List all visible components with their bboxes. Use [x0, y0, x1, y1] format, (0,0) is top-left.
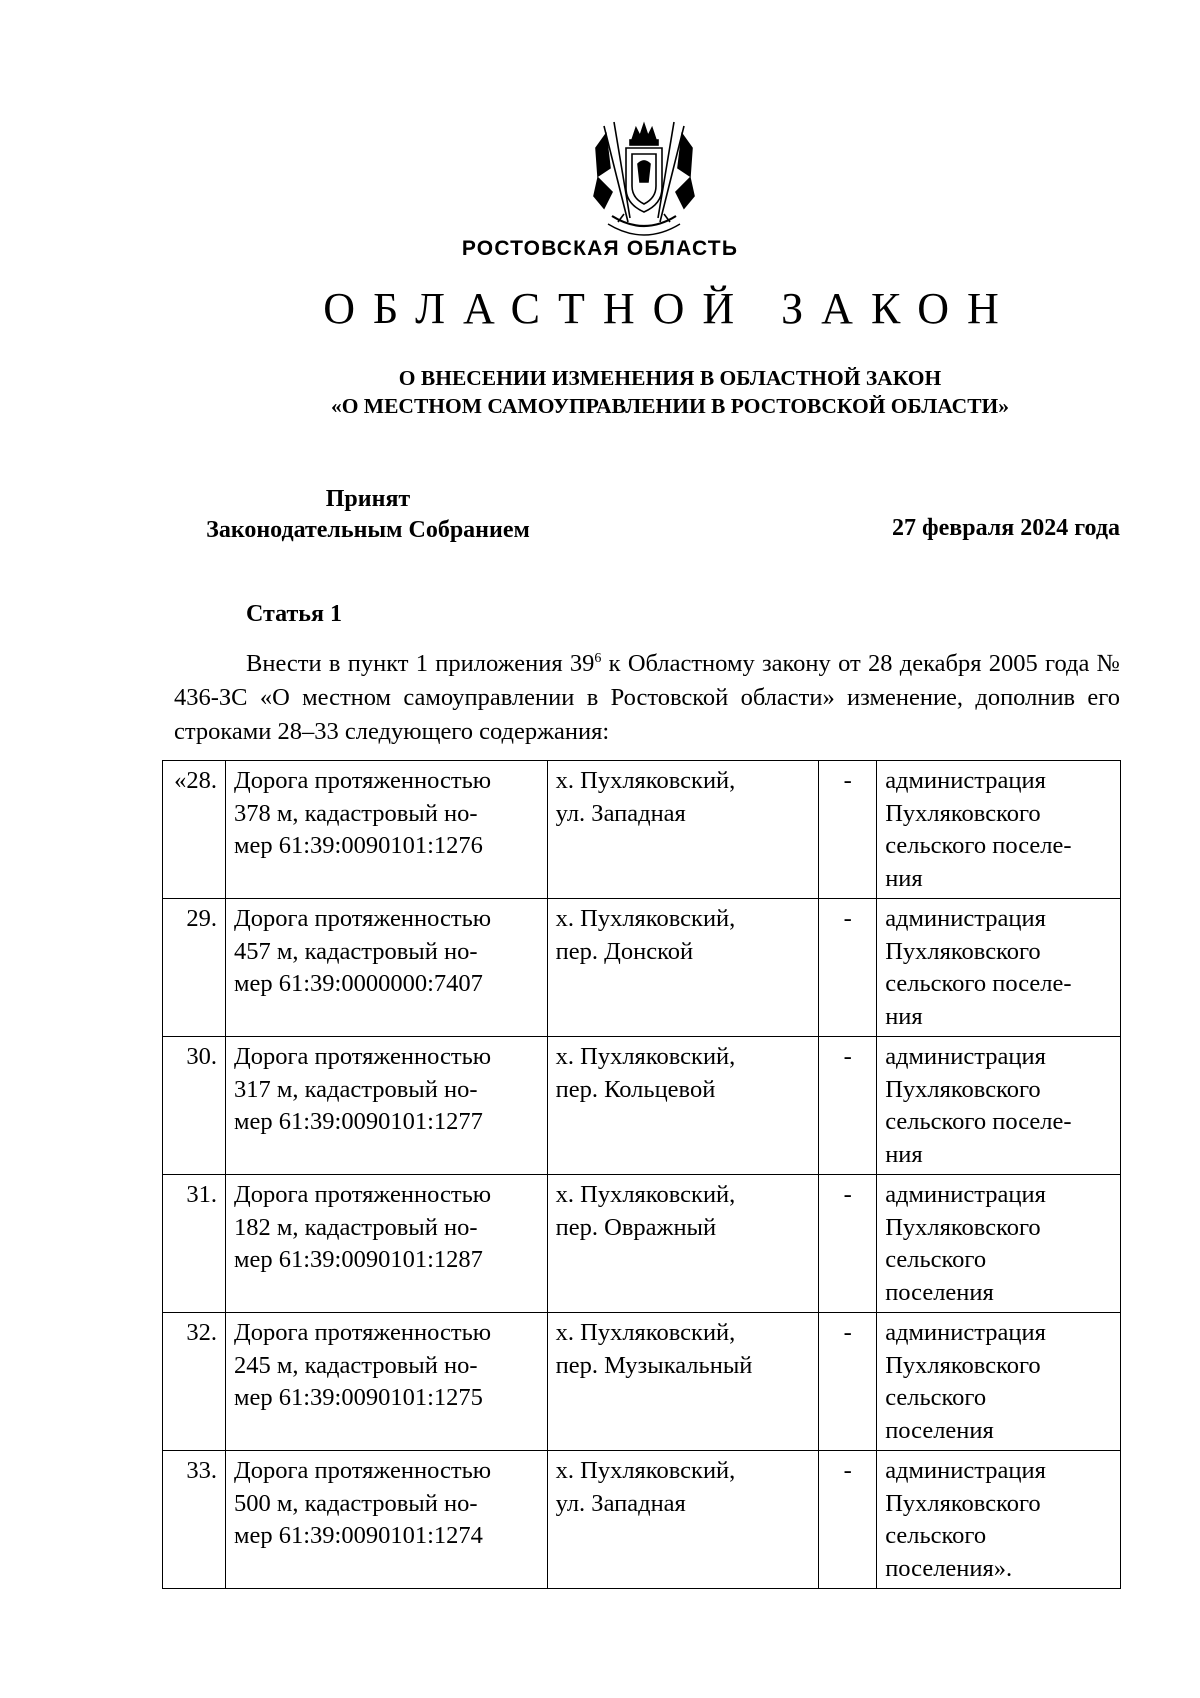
cell-line: пер. Овражный: [555, 1213, 717, 1241]
administration-cell: [877, 761, 1121, 899]
cell-line: Пухляковского: [885, 1489, 1041, 1517]
row-number-cell: 29.: [163, 899, 226, 1037]
dash-cell: -: [819, 1451, 877, 1589]
dash-cell: -: [819, 899, 877, 1037]
dash-cell: -: [819, 1037, 877, 1175]
cell-line: Пухляковского: [885, 1075, 1041, 1103]
cell-line: поселения: [885, 1416, 994, 1444]
cell-line: Пухляковского: [885, 1213, 1041, 1241]
cell-line: х. Пухляковский,: [555, 1319, 736, 1346]
cell-line: Пухляковского: [885, 799, 1041, 827]
cell-line: Дорога протяженностью: [233, 767, 492, 794]
adopted-by-block: [178, 484, 558, 546]
table-row: [163, 761, 1121, 899]
cell-line: сельского: [885, 1384, 987, 1411]
dash-cell: -: [819, 1175, 877, 1313]
row-number-cell: 30.: [163, 1037, 226, 1175]
cell-line: х. Пухляковский,: [555, 1043, 736, 1070]
cell-line: администрация: [885, 1043, 1046, 1070]
cell-line: ул. Западная: [555, 799, 686, 827]
row-number-cell: «28.: [163, 761, 226, 899]
cell-line: Дорога протяженностью: [233, 1319, 492, 1346]
article-superscript: 6: [594, 650, 602, 666]
cell-line: Пухляковского: [885, 1351, 1041, 1379]
table-row: [163, 1175, 1121, 1313]
cell-line: мер 61:39:0000000:7407: [233, 970, 483, 997]
cell-line: сельского поселе-: [885, 970, 1072, 997]
administration-cell: [877, 1037, 1121, 1175]
law-title-line: «О МЕСТНОМ САМОУПРАВЛЕНИИ В РОСТОВСКОЙ ОБЛАСТИ»: [330, 394, 1010, 418]
table-row: [163, 1451, 1121, 1589]
cell-line: Дорога протяженностью: [233, 1043, 492, 1070]
address-cell: [547, 1313, 819, 1451]
cell-line: администрация: [885, 1457, 1046, 1484]
cell-line: 317 м, кадастровый но-: [233, 1075, 478, 1103]
table-row: [163, 1037, 1121, 1175]
adopted-label: Принят: [325, 486, 411, 512]
coat-of-arms-emblem: [588, 118, 700, 246]
administration-cell: [877, 1175, 1121, 1313]
address-cell: [547, 761, 819, 899]
cell-line: поселения».: [885, 1554, 1013, 1582]
administration-cell: [877, 1313, 1121, 1451]
cell-line: 182 м, кадастровый но-: [233, 1213, 478, 1241]
table-row: [163, 1313, 1121, 1451]
amendment-table: [162, 760, 1121, 1589]
cell-line: Дорога протяженностью: [233, 1457, 492, 1484]
object-description-cell: [225, 1451, 547, 1589]
cell-line: 457 м, кадастровый но-: [233, 937, 478, 965]
adopting-body: Законодательным Собранием: [206, 517, 530, 543]
dash-cell: -: [819, 1313, 877, 1451]
address-cell: [547, 1451, 819, 1589]
region-name: РОСТОВСКАЯ ОБЛАСТЬ: [461, 237, 739, 260]
dash-cell: -: [819, 761, 877, 899]
cell-line: Пухляковского: [885, 937, 1041, 965]
law-type-heading: ОБЛАСТНОЙ ЗАКОН: [323, 284, 1017, 333]
cell-line: пер. Кольцевой: [555, 1075, 716, 1103]
row-number-cell: 31.: [163, 1175, 226, 1313]
cell-line: пер. Музыкальный: [555, 1351, 753, 1379]
article-text-part: к Областному закону от 28 декабря 2005 года № 436-ЗС «О местном самоуправлении в Ростовской области» изменение, дополнив его строками 28–33 следующего содержания:: [174, 650, 1120, 745]
address-cell: [547, 899, 819, 1037]
cell-line: х. Пухляковский,: [555, 1181, 736, 1208]
cell-line: 378 м, кадастровый но-: [233, 799, 478, 827]
object-description-cell: [225, 1313, 547, 1451]
cell-line: х. Пухляковский,: [555, 1457, 736, 1484]
cell-line: Дорога протяженностью: [233, 905, 492, 932]
article-heading: Статья 1: [246, 601, 342, 627]
object-description-cell: [225, 761, 547, 899]
object-description-cell: [225, 1037, 547, 1175]
cell-line: сельского: [885, 1522, 987, 1549]
cell-line: мер 61:39:0090101:1276: [233, 832, 483, 859]
cell-line: Дорога протяженностью: [233, 1181, 492, 1208]
table-row: [163, 899, 1121, 1037]
cell-line: х. Пухляковский,: [555, 767, 736, 794]
administration-cell: [877, 899, 1121, 1037]
cell-line: ния: [885, 1140, 923, 1168]
cell-line: мер 61:39:0090101:1277: [233, 1108, 483, 1135]
cell-line: пер. Донской: [555, 937, 694, 965]
cell-line: мер 61:39:0090101:1275: [233, 1384, 483, 1411]
cell-line: х. Пухляковский,: [555, 905, 736, 932]
cell-line: администрация: [885, 1181, 1046, 1208]
article-text-part: Внести в пункт 1 приложения 39: [246, 650, 595, 677]
administration-cell: [877, 1451, 1121, 1589]
cell-line: сельского поселе-: [885, 1108, 1072, 1135]
object-description-cell: [225, 1175, 547, 1313]
row-number-cell: 33.: [163, 1451, 226, 1589]
cell-line: администрация: [885, 1319, 1046, 1346]
law-title-line: О ВНЕСЕНИИ ИЗМЕНЕНИЯ В ОБЛАСТНОЙ ЗАКОН: [398, 366, 942, 390]
cell-line: сельского поселе-: [885, 832, 1072, 859]
row-number-cell: 32.: [163, 1313, 226, 1451]
cell-line: 500 м, кадастровый но-: [233, 1489, 478, 1517]
object-description-cell: [225, 899, 547, 1037]
address-cell: [547, 1175, 819, 1313]
cell-line: мер 61:39:0090101:1274: [233, 1522, 483, 1549]
address-cell: [547, 1037, 819, 1175]
cell-line: ния: [885, 864, 923, 892]
article-body: [174, 647, 1120, 749]
adoption-date: 27 февраля 2024 года: [892, 515, 1120, 541]
cell-line: 245 м, кадастровый но-: [233, 1351, 478, 1379]
cell-line: сельского: [885, 1246, 987, 1273]
cell-line: ния: [885, 1002, 923, 1030]
cell-line: администрация: [885, 905, 1046, 932]
cell-line: ул. Западная: [555, 1489, 686, 1517]
cell-line: поселения: [885, 1278, 994, 1306]
cell-line: администрация: [885, 767, 1046, 794]
law-title: [0, 364, 1200, 420]
amendment-table-body: [163, 761, 1121, 1589]
cell-line: мер 61:39:0090101:1287: [233, 1246, 483, 1273]
